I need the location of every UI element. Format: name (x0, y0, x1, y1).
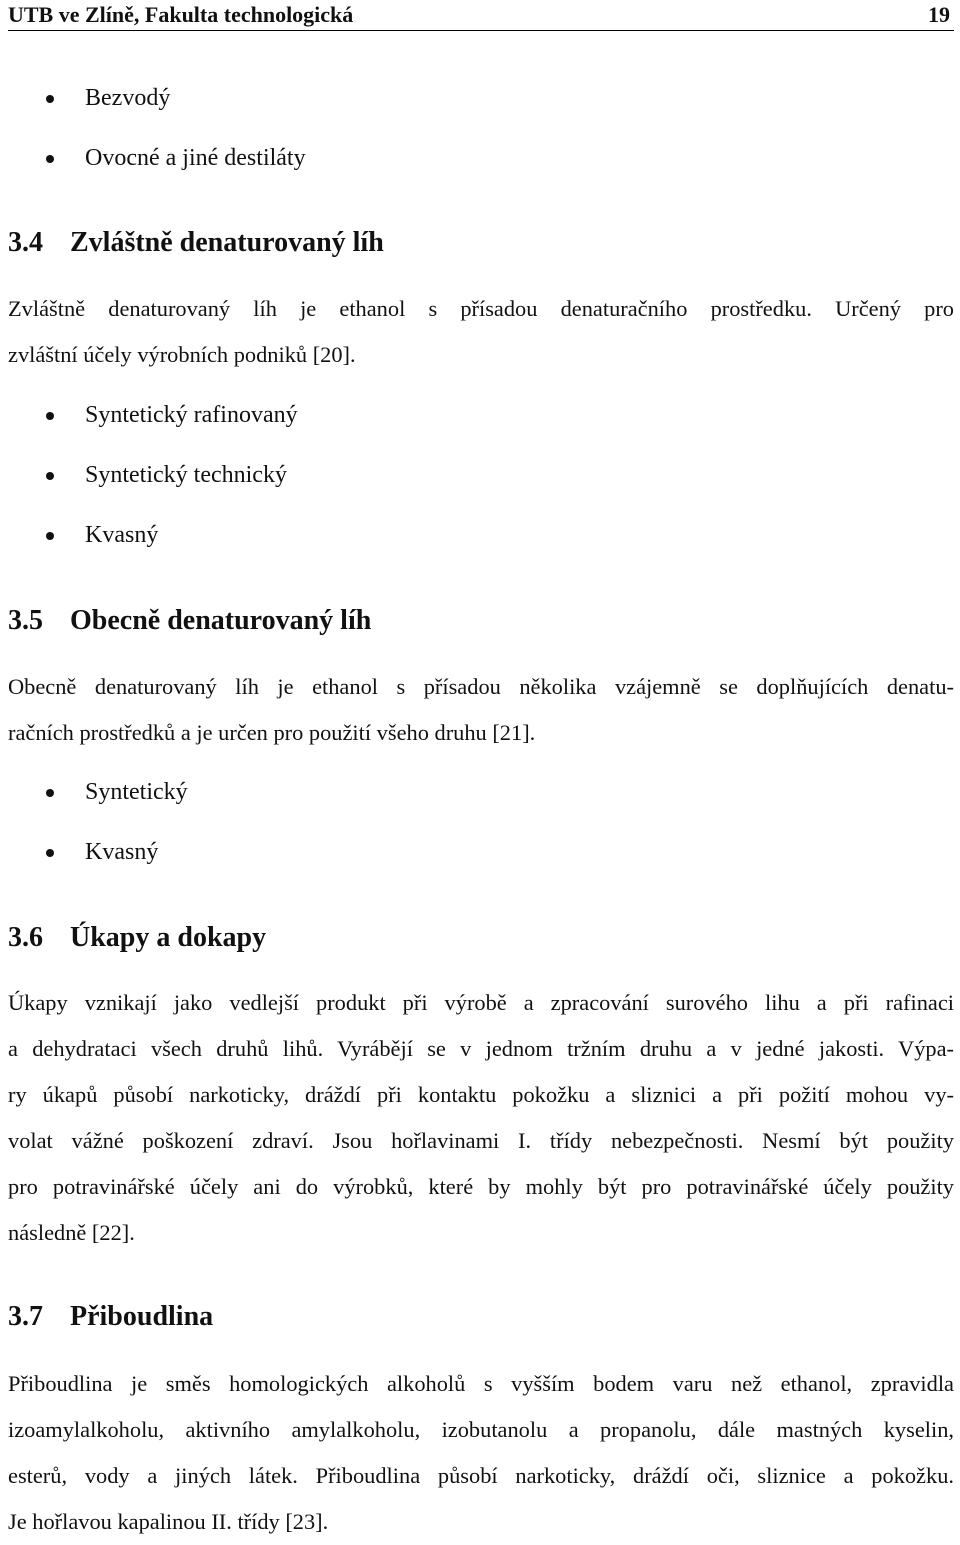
paragraph-line: a dehydrataci všech druhů lihů. Vyrábějí se v jednom tržním druhu a v jedné jakosti. Výpa- (8, 1036, 954, 1061)
section-title: Úkapy a dokapy (70, 922, 267, 953)
section-heading (8, 1301, 213, 1333)
bullet-icon (46, 849, 54, 857)
paragraph (8, 1361, 954, 1545)
section-heading (8, 922, 266, 954)
section-number: 3.4 (8, 227, 43, 258)
paragraph (8, 286, 954, 378)
header-title: UTB ve Zlíně, Fakulta technologická (8, 2, 354, 27)
list-item-text: Syntetický rafinovaný (85, 402, 298, 428)
paragraph-line: Úkapy vznikají jako vedlejší produkt při výrobě a zpracování surového lihu a při rafinaci (8, 990, 954, 1015)
paragraph-line: pro potravinářské účely ani do výrobků, které by mohly být pro potravinářské účely použity (8, 1174, 954, 1199)
section-heading (8, 605, 371, 637)
paragraph-line: Je hořlavou kapalinou II. třídy [23]. (8, 1509, 329, 1534)
list-item-text: Kvasný (85, 839, 159, 865)
bullet-icon (46, 95, 54, 103)
paragraph-line: Přiboudlina je směs homologických alkoholů s vyšším bodem varu než ethanol, zpravidla (8, 1371, 954, 1396)
list-item-text: Syntetický (85, 779, 188, 805)
paragraph (8, 980, 954, 1256)
paragraph-line: Obecně denaturovaný líh je ethanol s přísadou několika vzájemně se doplňujících denatu- (8, 674, 954, 699)
section-title: Zvláštně denaturovaný líh (70, 227, 384, 258)
paragraph-line: račních prostředků a je určen pro použití všeho druhu [21]. (8, 720, 536, 745)
section-number: 3.5 (8, 605, 43, 636)
page-number: 19 (928, 2, 950, 27)
paragraph-line: esterů, vody a jiných látek. Přiboudlina působí narkoticky, dráždí oči, sliznice a pokožku. (8, 1463, 954, 1488)
page-header (8, 0, 954, 31)
section-title: Obecně denaturovaný líh (70, 605, 372, 636)
bullet-icon (46, 789, 54, 797)
paragraph-line: následně [22]. (8, 1220, 135, 1245)
list-item-text: Syntetický technický (85, 462, 287, 488)
paragraph-line: izoamylalkoholu, aktivního amylalkoholu, izobutanolu a propanolu, dále mastných kyselin, (8, 1417, 954, 1442)
bullet-icon (46, 472, 54, 480)
paragraph-line: ry úkapů působí narkoticky, dráždí při kontaktu pokožku a sliznici a při požití mohou vy- (8, 1082, 954, 1107)
bullet-icon (46, 412, 54, 420)
bullet-icon (46, 155, 54, 163)
list-item-text: Kvasný (85, 522, 159, 548)
paragraph-line: Zvláštně denaturovaný líh je ethanol s přísadou denaturačního prostředku. Určený pro (8, 296, 954, 321)
list-item-text: Ovocné a jiné destiláty (85, 145, 306, 171)
paragraph-line: zvláštní účely výrobních podniků [20]. (8, 342, 356, 367)
list-item-text: Bezvodý (85, 85, 171, 111)
section-number: 3.6 (8, 922, 43, 953)
bullet-icon (46, 532, 54, 540)
section-title: Přiboudlina (70, 1301, 214, 1332)
paragraph-line: volat vážné poškození zdraví. Jsou hořlavinami I. třídy nebezpečnosti. Nesmí být použity (8, 1128, 954, 1153)
section-number: 3.7 (8, 1301, 43, 1332)
paragraph (8, 664, 954, 756)
section-heading (8, 227, 384, 259)
